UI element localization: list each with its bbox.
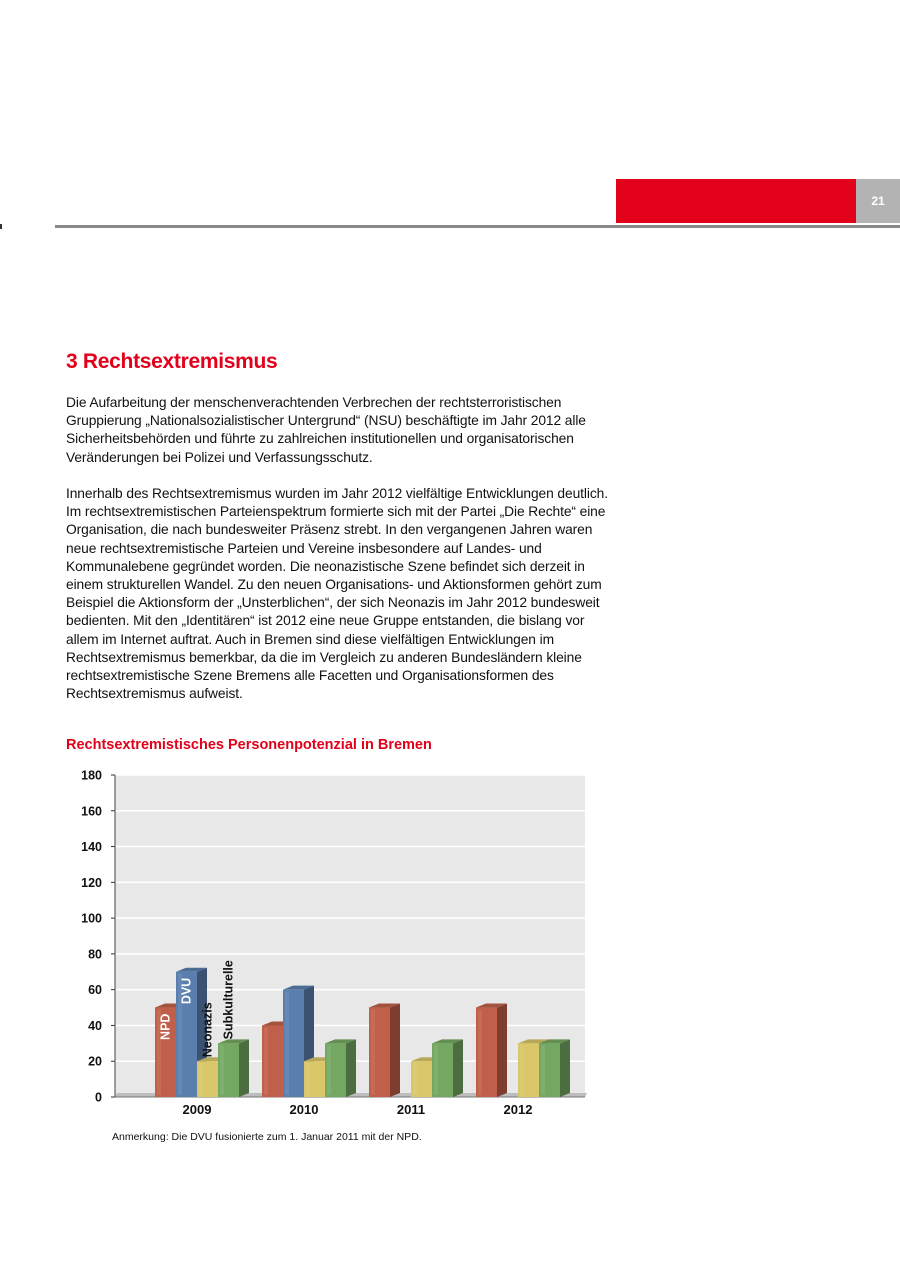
y-tick-label: 120 bbox=[81, 875, 102, 890]
bar-chart bbox=[60, 760, 600, 1130]
x-tick-label: 2009 bbox=[182, 1102, 212, 1117]
bar-highlight-npd-2012 bbox=[478, 1010, 482, 1095]
bar-side-subkulturelle-2012 bbox=[560, 1039, 570, 1097]
y-tick-label: 140 bbox=[81, 840, 102, 855]
section-title: 3 Rechtsextremismus bbox=[66, 350, 278, 373]
bar-side-subkulturelle-2010 bbox=[346, 1039, 356, 1097]
chart-note: Anmerkung: Die DVU fusionierte zum 1. Januar 2011 mit der NPD. bbox=[112, 1131, 422, 1143]
bar-highlight-subkulturelle-2010 bbox=[327, 1045, 331, 1095]
bar-side-subkulturelle-2009 bbox=[239, 1039, 249, 1097]
chart-title: Rechtsextremistisches Personenpotenzial in Bremen bbox=[66, 737, 432, 753]
bar-highlight-npd-2010 bbox=[264, 1027, 268, 1095]
y-tick-label: 60 bbox=[88, 983, 102, 998]
y-tick-label: 80 bbox=[88, 947, 102, 962]
series-label-dvu: DVU bbox=[179, 977, 194, 1005]
page-number: 21 bbox=[856, 179, 900, 223]
bar-highlight-npd-2011 bbox=[371, 1010, 375, 1095]
bar-highlight-neonazis-2012 bbox=[520, 1045, 524, 1095]
y-tick-label: 100 bbox=[81, 911, 102, 926]
bar-highlight-dvu-2010 bbox=[285, 992, 289, 1095]
header-red-band bbox=[616, 179, 856, 223]
series-label-neonazis: Neonazis bbox=[200, 1002, 215, 1058]
x-tick-label: 2011 bbox=[396, 1102, 426, 1117]
bar-highlight-subkulturelle-2012 bbox=[541, 1045, 545, 1095]
header-rule bbox=[55, 225, 900, 228]
page-edge-mark bbox=[0, 224, 2, 229]
y-tick-label: 0 bbox=[95, 1090, 102, 1105]
bar-highlight-subkulturelle-2011 bbox=[434, 1045, 438, 1095]
paragraph-2: Innerhalb des Rechtsextremismus wurden im Jahr 2012 vielfältige Entwicklungen deutlich. Im rechtsextremistischen Parteienspektrum formierte sich mit der Partei „Die Rechte“ eine Organisation, die nach bundesweiter Präsenz strebt. In den vergangenen Jahren waren neue rechtsextremistische Parteien und Vereine insbesondere auf Landes- und Kommunalebene gegründet worden. Die neonazistische Szene befindet sich derzeit in einem strukturellen Wandel. Zu den neuen Organisations- und Aktionsformen gehört zum Beispiel die Aktionsform der „Unsterblichen“, der sich Neonazis im Jahr 2012 bundesweit bedienten. Mit den „Identitären“ ist 2012 eine neue Gruppe entstanden, die bislang vor allem im Internet auftrat. Auch in Bremen sind diese vielfältigen Entwicklungen im Rechtsextremismus bemerkbar, da die im Vergleich zu anderen Bundesländern kleine rechtsextremistische Szene Bremens alle Facetten und Organisationsformen des Rechtsextremismus aufweist. bbox=[66, 486, 608, 702]
bar-highlight-neonazis-2009 bbox=[199, 1063, 203, 1095]
bar-side-subkulturelle-2011 bbox=[453, 1039, 463, 1097]
series-label-npd: NPD bbox=[158, 1013, 173, 1040]
x-tick-label: 2010 bbox=[289, 1102, 319, 1117]
bar-highlight-neonazis-2011 bbox=[413, 1063, 417, 1095]
bar-highlight-subkulturelle-2009 bbox=[220, 1045, 224, 1095]
y-tick-label: 20 bbox=[88, 1054, 102, 1069]
bar-side-npd-2012 bbox=[497, 1004, 507, 1097]
y-tick-label: 160 bbox=[81, 804, 102, 819]
series-label-subkulturelle: Subkulturelle bbox=[221, 960, 236, 1040]
bar-highlight-neonazis-2010 bbox=[306, 1063, 310, 1095]
y-tick-label: 180 bbox=[81, 768, 102, 783]
paragraph-1: Die Aufarbeitung der menschenverachtenden Verbrechen der rechtsterroristischen Gruppierung „Nationalsozialistischer Untergrund“ (NSU) beschäftigte im Jahr 2012 alle Sicherheitsbehörden und führte zu zahlreichen institutionellen und organisatorischen Veränderungen bei Polizei und Verfassungsschutz. bbox=[66, 395, 586, 465]
y-tick-label: 40 bbox=[88, 1018, 102, 1033]
x-tick-label: 2012 bbox=[503, 1102, 533, 1117]
bar-side-npd-2011 bbox=[390, 1004, 400, 1097]
